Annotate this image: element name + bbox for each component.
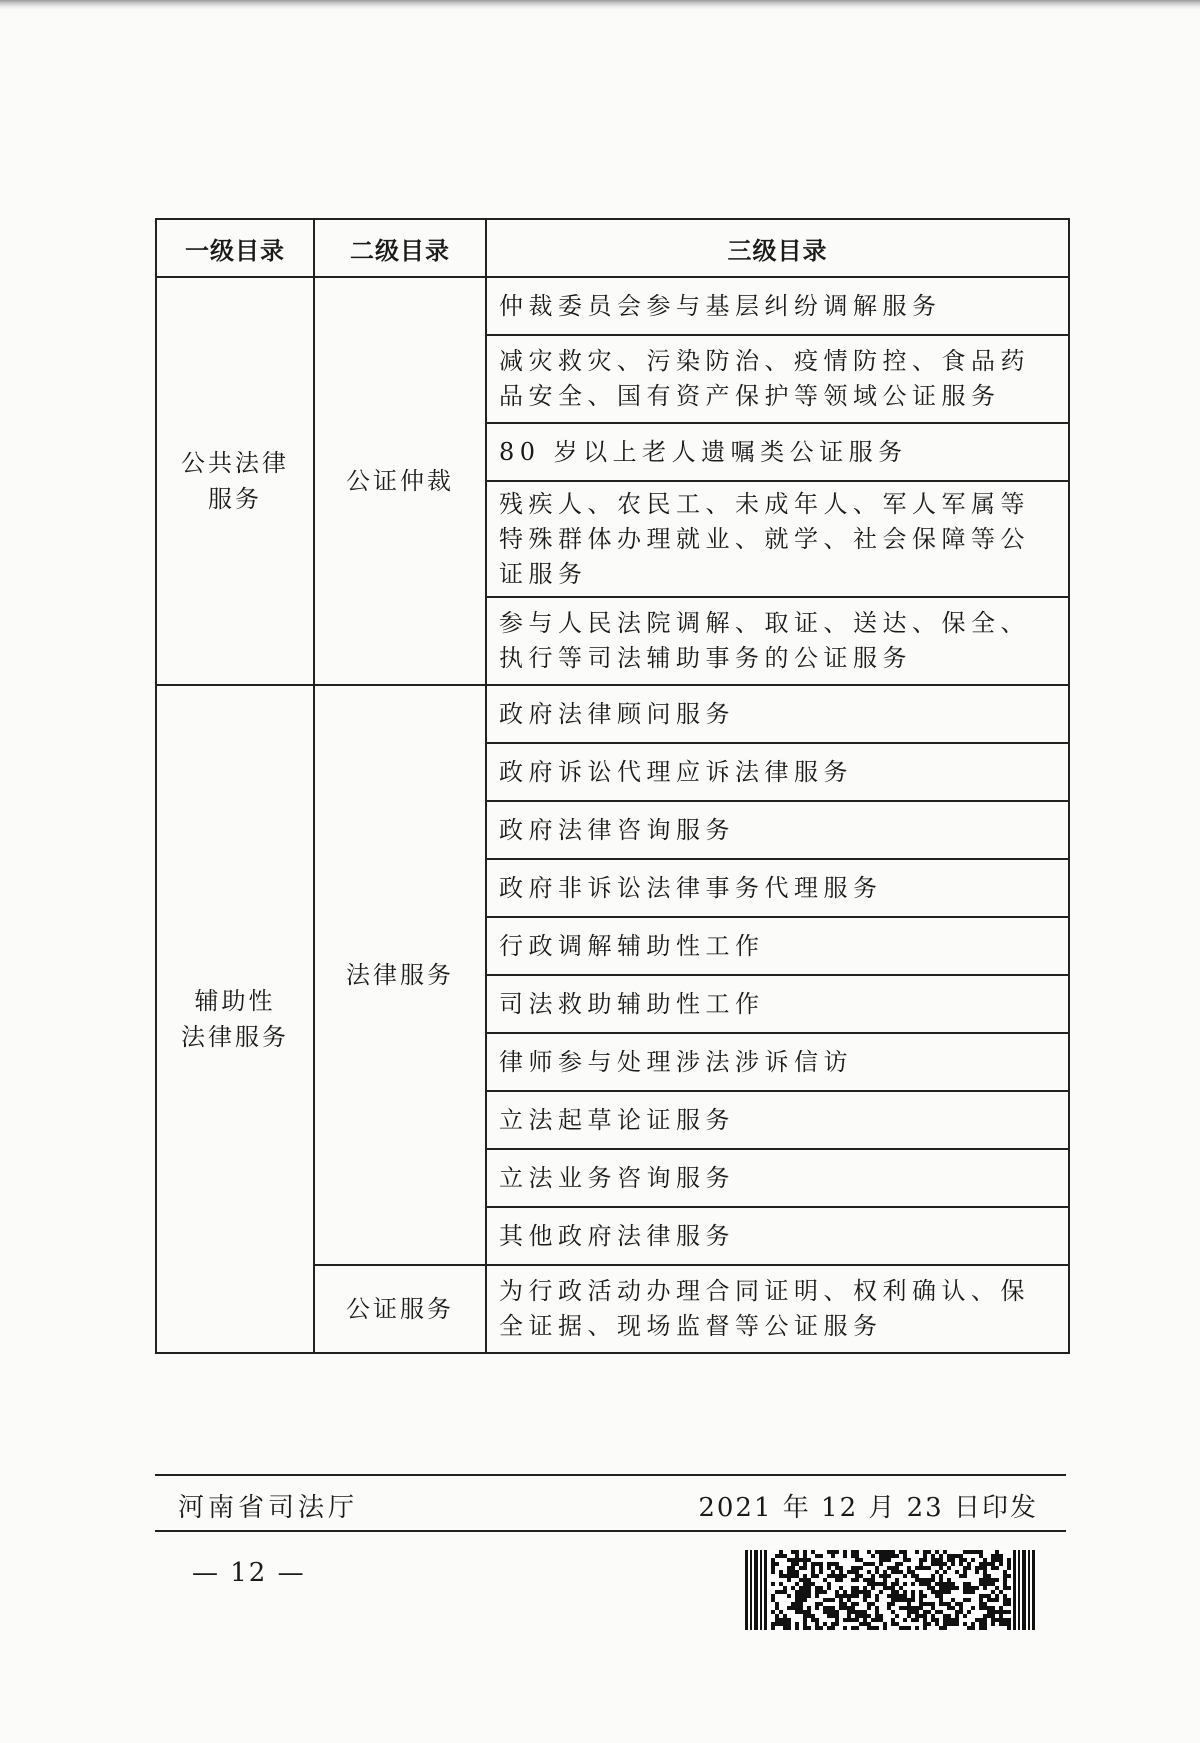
page-number: — 12 —: [192, 1558, 306, 1588]
level3-item: 参与人民法院调解、取证、送达、保全、执行等司法辅助事务的公证服务: [486, 597, 1069, 685]
footer-issuer: 河南省司法厅: [178, 1493, 359, 1523]
barcode-image: [745, 1550, 1037, 1630]
footer-issue-date: 2021 年 12 月 23 日印发: [698, 1493, 1038, 1523]
table-header-row: [156, 219, 1069, 277]
barcode-right-bars: [1013, 1550, 1035, 1630]
level2-cell-legal-service: 法律服务: [314, 685, 486, 1265]
level3-item: 减灾救灾、污染防治、疫情防控、食品药品安全、国有资产保护等领域公证服务: [486, 335, 1069, 423]
level3-item: 政府诉讼代理应诉法律服务: [486, 743, 1069, 801]
header-level1: 一级目录: [156, 219, 314, 277]
level3-item: 律师参与处理涉法涉诉信访: [486, 1033, 1069, 1091]
level3-item: 司法救助辅助性工作: [486, 975, 1069, 1033]
level3-item: 80 岁以上老人遗嘱类公证服务: [486, 423, 1069, 481]
level3-item: 仲裁委员会参与基层纠纷调解服务: [486, 277, 1069, 335]
level2-cell-notary-arbitration: 公证仲裁: [314, 277, 486, 685]
level3-item: 其他政府法律服务: [486, 1207, 1069, 1265]
level3-item: 政府非诉讼法律事务代理服务: [486, 859, 1069, 917]
level1-line: 服务: [208, 485, 262, 513]
barcode-left-bars: [745, 1550, 767, 1630]
level3-item: 行政调解辅助性工作: [486, 917, 1069, 975]
table-row: [156, 277, 1069, 335]
level3-item: 残疾人、农民工、未成年人、军人军属等特殊群体办理就业、就学、社会保障等公证服务: [486, 481, 1069, 597]
level1-cell-public-legal-service: [156, 277, 314, 685]
level1-line: 辅助性: [194, 987, 276, 1015]
level2-cell-notary-service: 公证服务: [314, 1265, 486, 1353]
level1-line: 法律服务: [181, 1023, 289, 1051]
level1-line: 公共法律: [181, 449, 289, 477]
barcode-matrix: [771, 1550, 1011, 1630]
level1-cell-auxiliary-legal-service: [156, 685, 314, 1353]
level3-item: 为行政活动办理合同证明、权利确认、保全证据、现场监督等公证服务: [486, 1265, 1069, 1353]
header-level3: 三级目录: [486, 219, 1069, 277]
level3-item: 政府法律顾问服务: [486, 685, 1069, 743]
table-row: [156, 685, 1069, 743]
footer-top-rule: [155, 1474, 1066, 1476]
level3-item: 立法业务咨询服务: [486, 1149, 1069, 1207]
scan-edge: [0, 0, 1200, 10]
service-catalog-table: [155, 218, 1070, 1354]
level3-item: 立法起草论证服务: [486, 1091, 1069, 1149]
header-level2: 二级目录: [314, 219, 486, 277]
level3-item: 政府法律咨询服务: [486, 801, 1069, 859]
footer-bottom-rule: [155, 1530, 1066, 1532]
